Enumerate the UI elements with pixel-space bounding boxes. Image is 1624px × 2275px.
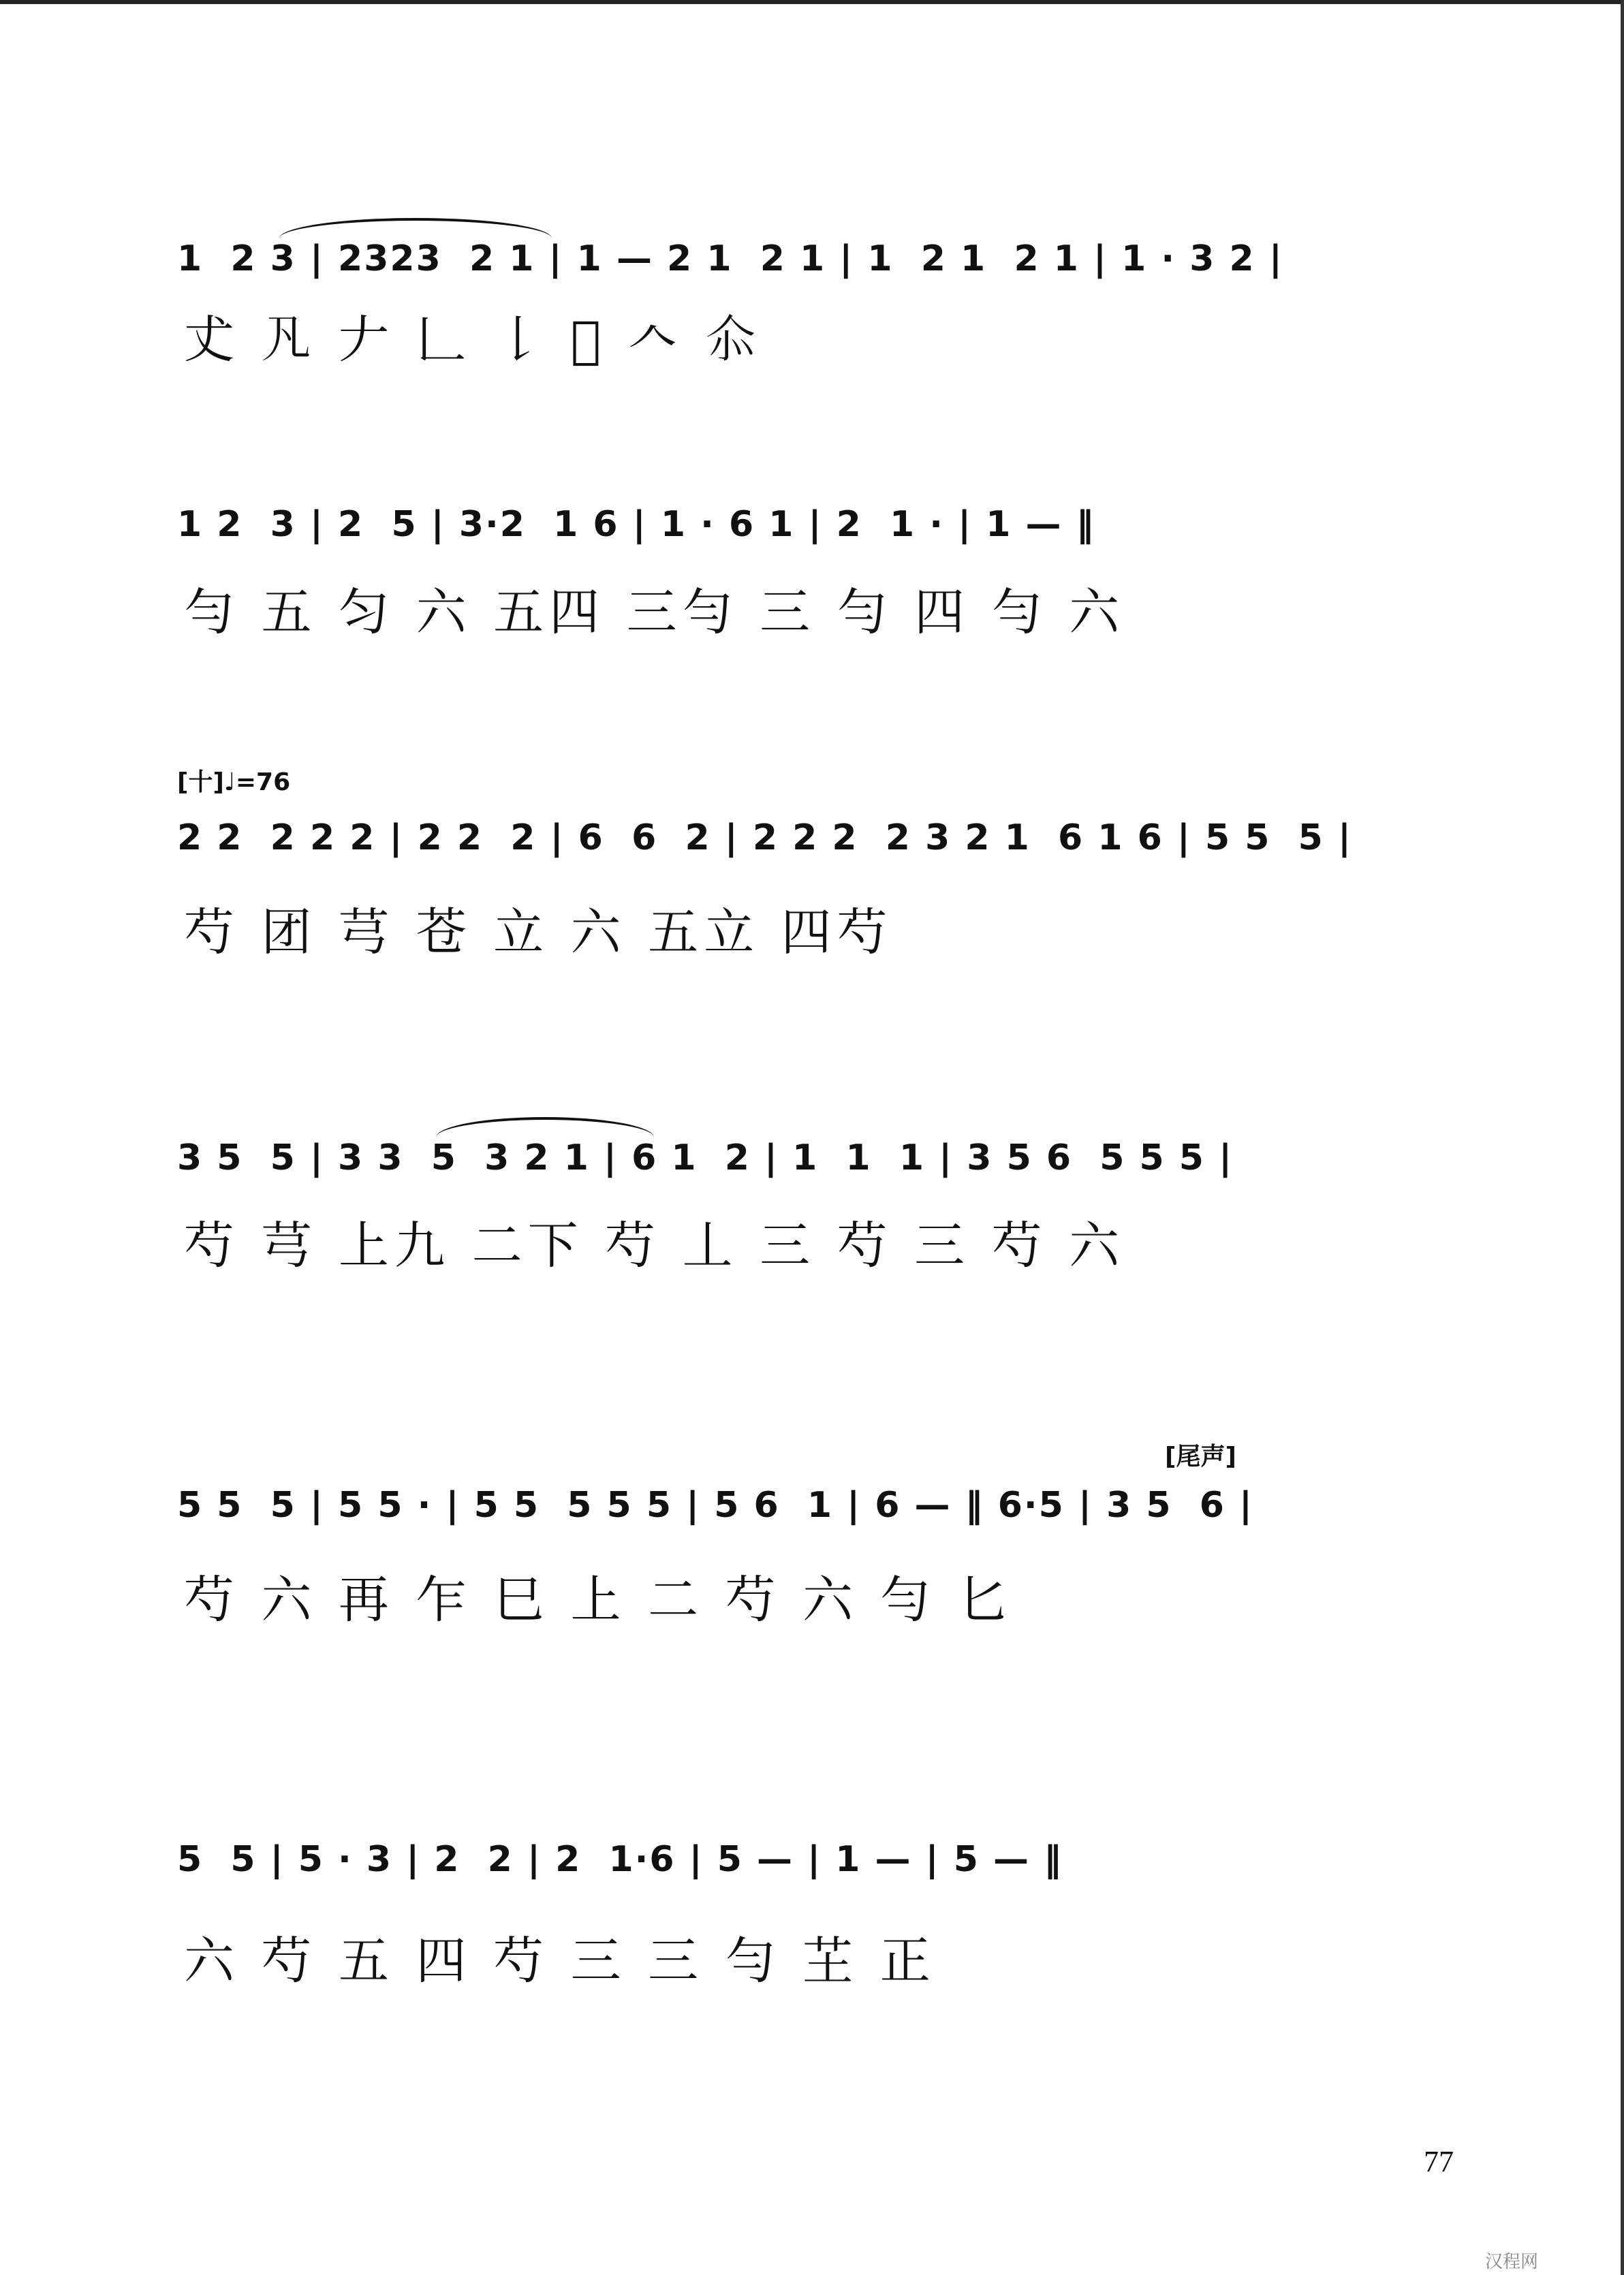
scan-top-edge <box>0 0 1624 4</box>
tablature-line: 芍 六 再 乍 巳 上 二 芍 六 勻 匕 <box>184 1571 1014 1629</box>
tablature-line: 芍 芎 上九 二下 芍 丄 三 芍 三 芍 六 <box>184 1217 1125 1275</box>
scan-right-edge <box>1621 0 1624 2275</box>
site-watermark: 汉程网 <box>1485 2252 1539 2272</box>
slur <box>436 1117 654 1138</box>
jianpu-line: 3 5 5 | 3 3 5 3 2 1 | 6 1 2 | 1 1 1 | 3 5 6 5 5 5 | <box>177 1138 1234 1178</box>
jianpu-line: 2 2 2 2 2 | 2 2 2 | 6 6 2 | 2 2 2 2 3 2 1 6 1 6 | 5 5 5 | <box>177 817 1352 858</box>
slur <box>279 218 552 238</box>
section-marker: [尾声] <box>1165 1443 1236 1471</box>
tablature-line: 𠀋 𠁽 𠂇 𠃊 𠄌 𠅁 𠆢 𠇍 <box>184 311 762 369</box>
tablature-line: 六 芍 五 四 芍 三 三 勻 芏 正 <box>184 1932 936 1990</box>
tablature-line: 芍 团 芎 苍 立 六 五立 四芍 <box>184 903 893 962</box>
jianpu-line: 1 2 3 | 2 5 | 3·2 1 6 | 1 · 6 1 | 2 1 · | 1 — ‖ <box>177 504 1095 545</box>
tablature-line: 勻 五 匀 六 五四 三勻 三 勻 四 勻 六 <box>184 583 1125 642</box>
jianpu-line: 5 5 5 | 5 5 · | 5 5 5 5 5 | 5 6 1 | 6 — ‖ 6·5 | 3 5 6 | <box>177 1485 1254 1526</box>
jianpu-line: 1 2 3 | 2323 2 1 | 1 — 2 1 2 1 | 1 2 1 2 1 | 1 · 3 2 | <box>177 238 1283 279</box>
jianpu-line: 5 5 | 5 · 3 | 2 2 | 2 1·6 | 5 — | 1 — | 5 — ‖ <box>177 1839 1063 1880</box>
page-number: 77 <box>1424 2145 1454 2178</box>
section-marker: [十]♩=76 <box>177 768 291 796</box>
